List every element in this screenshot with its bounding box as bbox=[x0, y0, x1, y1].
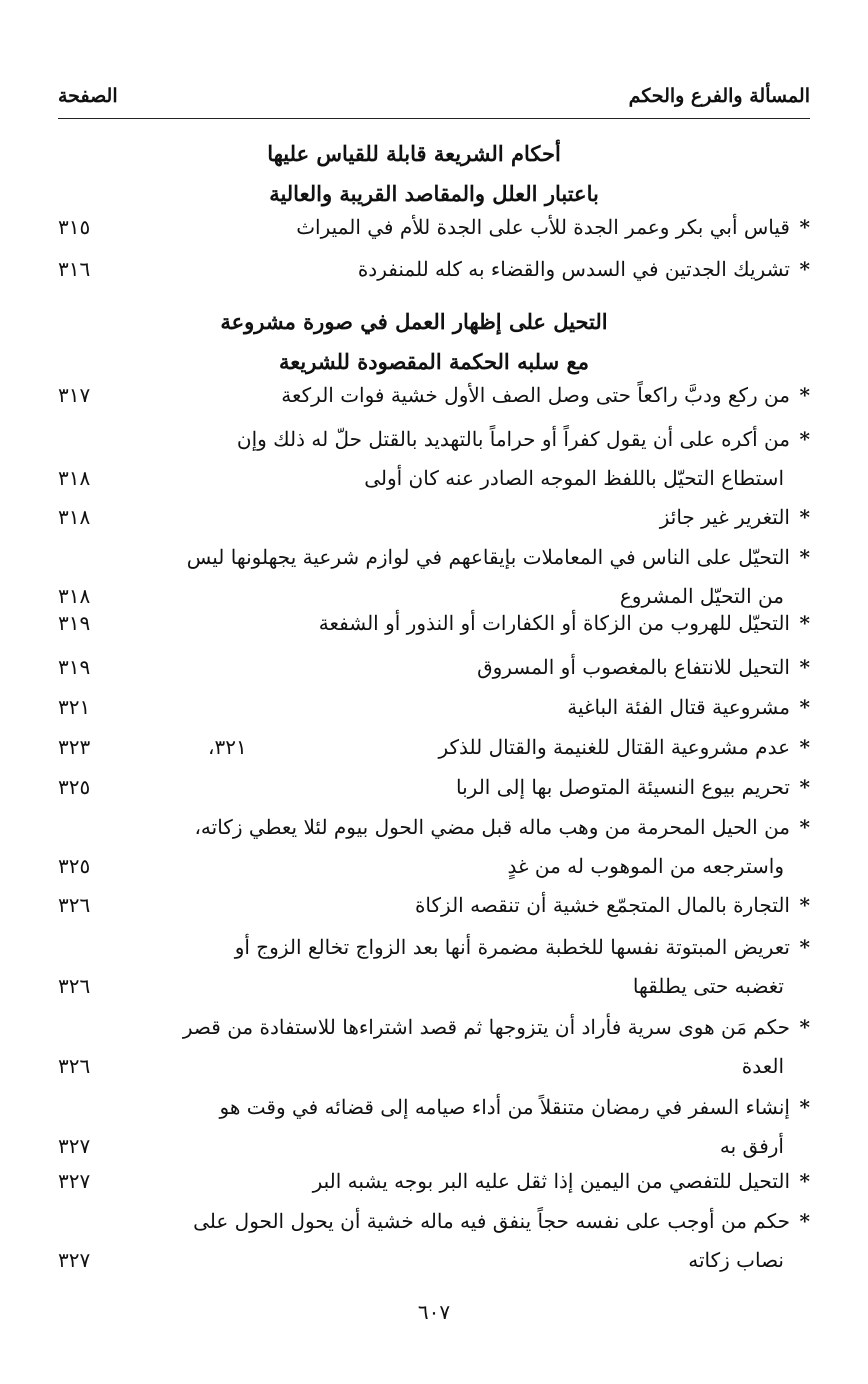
entry-line bbox=[170, 967, 810, 1006]
entry-line-text: من أكره على أن يقول كفراً أو حراماً بالتهديد بالقتل حلّ له ذلك وإن bbox=[236, 427, 790, 451]
entry-text bbox=[170, 1088, 810, 1166]
entry-page-number: ٣١٦ bbox=[58, 257, 91, 281]
index-entry bbox=[58, 376, 810, 415]
bullet-star-icon: * bbox=[799, 505, 810, 529]
entry-line bbox=[170, 1047, 810, 1086]
entry-text bbox=[170, 648, 810, 687]
index-entry bbox=[58, 498, 810, 537]
entry-line bbox=[170, 847, 810, 886]
entry-line-text: التحيل للانتفاع بالمغصوب أو المسروق bbox=[477, 655, 790, 679]
entry-text bbox=[170, 420, 810, 498]
section-heading bbox=[0, 302, 868, 382]
entry-text bbox=[170, 928, 810, 1006]
index-entry bbox=[58, 1008, 810, 1086]
index-entry bbox=[58, 250, 810, 289]
entry-page-number: ٣٢٦ bbox=[58, 1054, 91, 1078]
entry-line bbox=[170, 250, 810, 289]
bullet-star-icon: * bbox=[799, 545, 810, 569]
entry-line-text: من ركع ودبَّ راكعاً حتى وصل الصف الأول خشية فوات الركعة bbox=[281, 383, 790, 407]
entry-page-number: ٣١٨ bbox=[58, 505, 91, 529]
index-entry bbox=[58, 928, 810, 1006]
entry-page-number: ٣١٨ bbox=[58, 584, 91, 608]
bullet-star-icon: * bbox=[799, 893, 810, 917]
entry-line bbox=[170, 728, 810, 767]
index-entry bbox=[58, 768, 810, 807]
section-heading-line: مع سلبه الحكمة المقصودة للشريعة bbox=[279, 349, 589, 374]
entry-line bbox=[170, 648, 810, 687]
entry-line-text: نصاب زكاته bbox=[688, 1248, 784, 1272]
header-rule bbox=[58, 118, 810, 119]
entry-line-text: التحيّل للهروب من الزكاة أو الكفارات أو النذور أو الشفعة bbox=[318, 611, 790, 635]
entry-line bbox=[170, 459, 810, 498]
entry-line bbox=[170, 1008, 810, 1047]
entry-text bbox=[170, 376, 810, 415]
entry-page-number: ٣١٨ bbox=[58, 466, 91, 490]
entry-line-text: حكم مَن هوى سرية فأراد أن يتزوجها ثم قصد اشتراءها للاستفادة من قصر bbox=[182, 1015, 790, 1039]
entry-line bbox=[170, 886, 810, 925]
entry-line bbox=[170, 1127, 810, 1166]
section-heading-line: التحيل على إظهار العمل في صورة مشروعة bbox=[220, 309, 608, 334]
entry-line bbox=[170, 604, 810, 643]
entry-page-number: ٣١٧ bbox=[58, 383, 91, 407]
bullet-star-icon: * bbox=[799, 735, 810, 759]
bullet-star-icon: * bbox=[799, 1095, 810, 1119]
section-heading bbox=[0, 134, 868, 214]
entry-text bbox=[170, 208, 810, 247]
entry-text bbox=[170, 728, 810, 767]
entry-line bbox=[170, 768, 810, 807]
bullet-star-icon: * bbox=[799, 1169, 810, 1193]
entry-page-number: ٣٢٥ bbox=[58, 854, 91, 878]
entry-page-number: ٣٢١ bbox=[58, 695, 91, 719]
entry-page-number: ٣٢٣ bbox=[58, 735, 91, 759]
index-entry bbox=[58, 728, 810, 767]
entry-line-text: تعريض المبتوتة نفسها للخطبة مضمرة أنها بعد الزواج تخالع الزوج أو bbox=[234, 935, 790, 959]
entry-line bbox=[170, 1088, 810, 1127]
entry-line bbox=[170, 928, 810, 967]
entry-line-text: إنشاء السفر في رمضان متنقلاً من أداء صيامه إلى قضائه في وقت هو bbox=[219, 1095, 790, 1119]
entry-line bbox=[170, 208, 810, 247]
entry-page-number: ٣٢٦ bbox=[58, 893, 91, 917]
bullet-star-icon: * bbox=[799, 1209, 810, 1233]
entry-line-text: مشروعية قتال الفئة الباغية bbox=[567, 695, 790, 719]
entry-page-number: ٣٢٦ bbox=[58, 974, 91, 998]
bullet-star-icon: * bbox=[799, 815, 810, 839]
entry-line-text: تحريم بيوع النسيئة المتوصل بها إلى الربا bbox=[456, 775, 790, 799]
index-entry bbox=[58, 1202, 810, 1280]
entry-page-number: ٣٢٧ bbox=[58, 1248, 91, 1272]
bullet-star-icon: * bbox=[799, 257, 810, 281]
entry-text bbox=[170, 688, 810, 727]
entry-line-text: عدم مشروعية القتال للغنيمة والقتال للذكر bbox=[438, 735, 790, 759]
entry-line-text: التجارة بالمال المتجمّع خشية أن تنقصه الزكاة bbox=[414, 893, 790, 917]
index-entry bbox=[58, 808, 810, 886]
entry-page-number: ٣٢٥ bbox=[58, 775, 91, 799]
entry-line-text: من الحيل المحرمة من وهب ماله قبل مضي الحول بيوم لئلا يعطي زكاته، bbox=[194, 815, 790, 839]
entry-page-number: ٣١٩ bbox=[58, 611, 91, 635]
entry-text bbox=[170, 1202, 810, 1280]
entry-line-text: واسترجعه من الموهوب له من غدٍ bbox=[507, 854, 784, 878]
entry-line-text: قياس أبي بكر وعمر الجدة للأب على الجدة للأم في الميراث bbox=[296, 215, 790, 239]
index-entry bbox=[58, 886, 810, 925]
entry-text bbox=[170, 498, 810, 537]
entry-line bbox=[170, 1241, 810, 1280]
section-heading-line: باعتبار العلل والمقاصد القريبة والعالية bbox=[269, 181, 599, 206]
entry-line-text: العدة bbox=[741, 1054, 784, 1078]
index-entry bbox=[58, 688, 810, 727]
header-topic: المسألة والفرع والحكم bbox=[628, 85, 810, 107]
entry-line bbox=[170, 498, 810, 537]
entry-line-text: من التحيّل المشروع bbox=[619, 584, 784, 608]
index-entry bbox=[58, 648, 810, 687]
entry-line bbox=[170, 376, 810, 415]
bullet-star-icon: * bbox=[799, 611, 810, 635]
entry-text bbox=[170, 250, 810, 289]
entry-line-text: حكم من أوجب على نفسه حجاً ينفق فيه ماله خشية أن يحول الحول على bbox=[193, 1209, 790, 1233]
section-heading-line: أحكام الشريعة قابلة للقياس عليها bbox=[267, 141, 561, 166]
index-entry bbox=[58, 420, 810, 498]
table-header bbox=[58, 82, 810, 110]
entry-line-text: التغرير غير جائز bbox=[659, 505, 790, 529]
entry-page-number: ٣١٥ bbox=[58, 215, 91, 239]
entry-line-text: التحيّل على الناس في المعاملات بإيقاعهم في لوازم شرعية يجهلونها ليس bbox=[186, 545, 790, 569]
entry-line-text: التحيل للتفصي من اليمين إذا ثقل عليه البر بوجه يشبه البر bbox=[312, 1169, 790, 1193]
bullet-star-icon: * bbox=[799, 775, 810, 799]
entry-line-text: تشريك الجدتين في السدس والقضاء به كله للمنفردة bbox=[357, 257, 790, 281]
bullet-star-icon: * bbox=[799, 1015, 810, 1039]
index-entry bbox=[58, 1088, 810, 1166]
entry-line-text: تغضبه حتى يطلقها bbox=[632, 974, 784, 998]
entry-line-text: استطاع التحيّل باللفظ الموجه الصادر عنه كان أولى bbox=[364, 466, 784, 490]
bullet-star-icon: * bbox=[799, 427, 810, 451]
entry-line bbox=[170, 1162, 810, 1201]
entry-text bbox=[170, 768, 810, 807]
entry-text bbox=[170, 808, 810, 886]
entry-line bbox=[170, 420, 810, 459]
entry-line bbox=[170, 1202, 810, 1241]
entry-page-number-extra: ٣٢١، bbox=[208, 735, 247, 759]
page-number: ٦٠٧ bbox=[417, 1300, 451, 1324]
entry-line bbox=[170, 808, 810, 847]
entry-text bbox=[170, 1008, 810, 1086]
entry-page-number: ٣١٩ bbox=[58, 655, 91, 679]
index-entry bbox=[58, 208, 810, 247]
bullet-star-icon: * bbox=[799, 383, 810, 407]
entry-text bbox=[170, 886, 810, 925]
entry-line bbox=[170, 688, 810, 727]
bullet-star-icon: * bbox=[799, 695, 810, 719]
entry-page-number: ٣٢٧ bbox=[58, 1134, 91, 1158]
index-entry bbox=[58, 604, 810, 643]
entry-text bbox=[170, 604, 810, 643]
entry-text bbox=[170, 1162, 810, 1201]
index-entry bbox=[58, 1162, 810, 1201]
bullet-star-icon: * bbox=[799, 935, 810, 959]
entry-page-number: ٣٢٧ bbox=[58, 1169, 91, 1193]
entry-line bbox=[170, 538, 810, 577]
bullet-star-icon: * bbox=[799, 655, 810, 679]
entry-line-text: أرفق به bbox=[719, 1134, 784, 1158]
header-page: الصفحة bbox=[58, 85, 118, 107]
bullet-star-icon: * bbox=[799, 215, 810, 239]
